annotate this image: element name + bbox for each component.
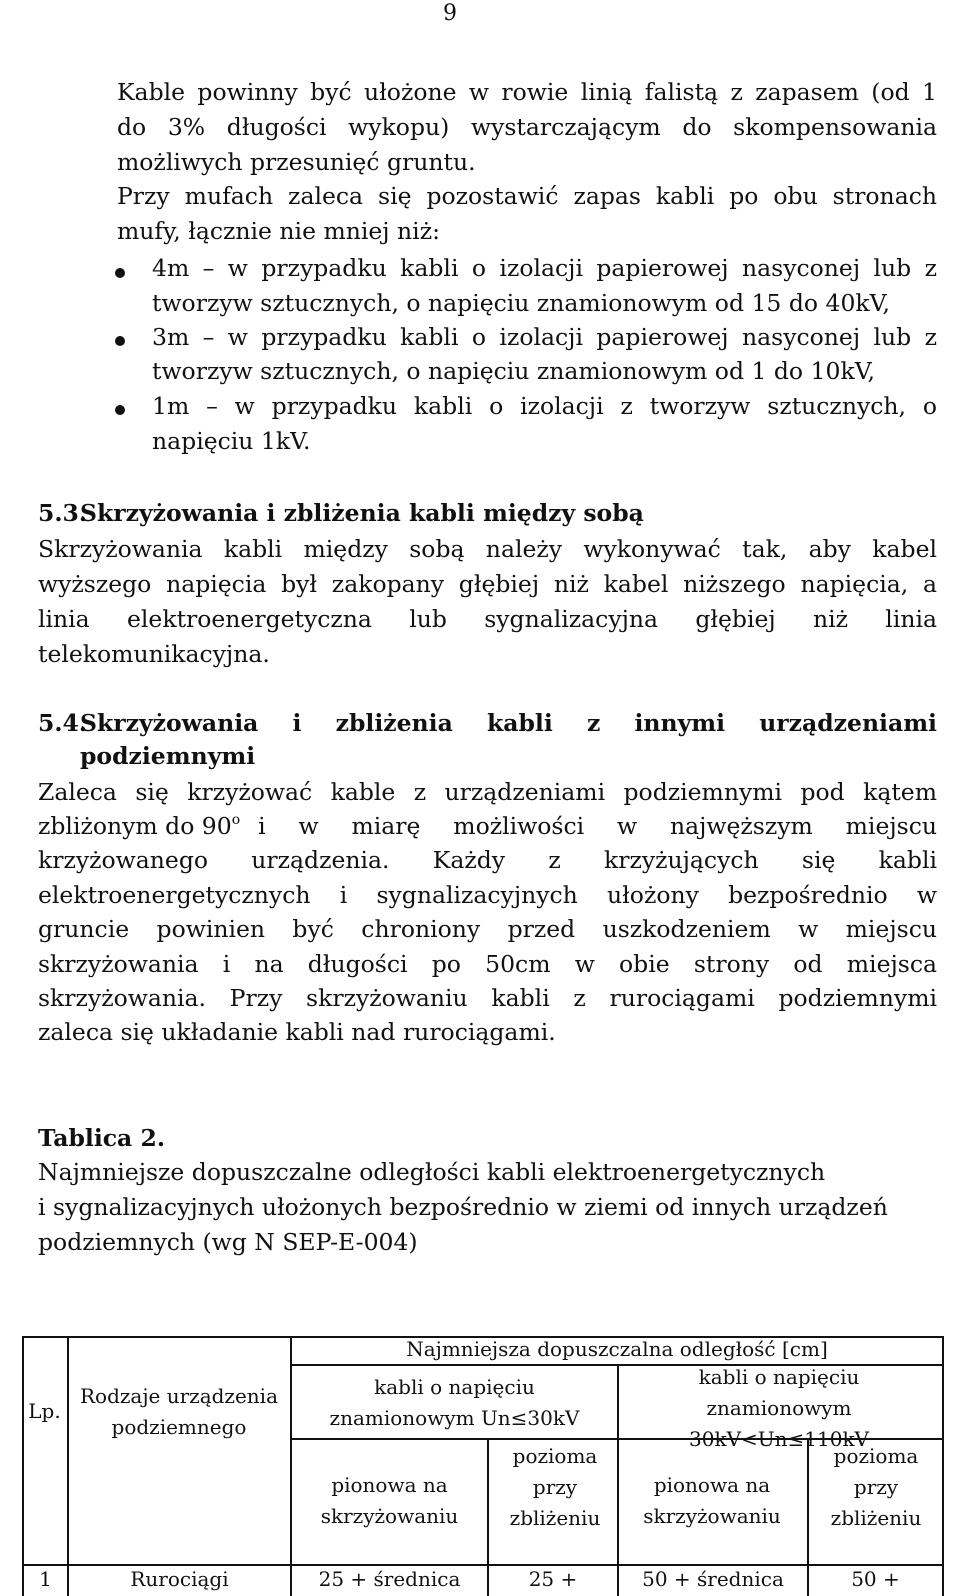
header-voltage-30kv: kabli o napięciu znamionowym Un≤30kV xyxy=(329,1375,580,1430)
header-horizontal-2: pozioma przy zbliżeniu xyxy=(830,1444,922,1530)
table-caption-label: Tablica 2. xyxy=(38,1124,166,1152)
bullet-dot xyxy=(115,405,125,415)
section-5-4-line-6: skrzyżowania i na długości po 50cm w obie strony od miejsca xyxy=(38,950,937,978)
section-5-3-line-1: Skrzyżowania kabli między sobą należy wykonywać tak, aby kabel xyxy=(38,535,937,563)
section-5-4-line-2 xyxy=(38,811,937,845)
table-rule xyxy=(67,1336,69,1596)
row-1-vertical-30kv: 25 + średnica xyxy=(318,1567,461,1591)
section-5-3-line-4: telekomunikacyjna. xyxy=(38,640,270,668)
header-horizontal-1: pozioma przy zbliżeniu xyxy=(509,1444,601,1530)
section-5-4-title-line-2: podziemnymi xyxy=(80,742,256,770)
distance-table xyxy=(22,1336,957,1596)
bullet-2-line-2: tworzyw sztucznych, o napięciu znamionowym od 1 do 10kV, xyxy=(152,357,876,385)
row-1-vertical-110kv: 50 + średnica xyxy=(642,1567,784,1591)
bullet-dot xyxy=(115,268,125,278)
table-caption-line-3: podziemnych (wg N SEP-E-004) xyxy=(38,1228,418,1256)
section-5-4-line-2-end: i w miarę możliwości w najwęższym miejscu xyxy=(258,812,937,840)
degree-superscript: o xyxy=(231,812,241,828)
header-device-type: Rodzaje urządzenia podziemnego xyxy=(79,1384,279,1439)
row-1-horizontal-30kv: 25 + xyxy=(528,1567,578,1591)
table-caption-line-2: i sygnalizacyjnych ułożonych bezpośrednio w ziemi od innych urządzeń xyxy=(38,1193,888,1221)
para2-line-2: mufy, łącznie nie mniej niż: xyxy=(117,217,440,245)
para1-line-1: Kable powinny być ułożone w rowie linią falistą z zapasem (od 1 xyxy=(117,78,937,106)
row-1-type: Rurociągi xyxy=(130,1567,229,1591)
table-rule xyxy=(22,1336,24,1596)
bullet-dot xyxy=(115,336,125,346)
section-5-4-line-2-start: zbliżonym do 90$^o$ xyxy=(38,812,241,840)
bullet-2-line-1: 3m – w przypadku kabli o izolacji papierowej nasyconej lub z xyxy=(152,323,937,351)
section-5-4-line-8: zaleca się układanie kabli nad rurociągami. xyxy=(38,1018,556,1046)
bullet-1-line-1: 4m – w przypadku kabli o izolacji papierowej nasyconej lub z xyxy=(152,254,937,282)
bullet-3-line-1: 1m – w przypadku kabli o izolacji z tworzyw sztucznych, o xyxy=(152,392,937,420)
row-1-lp: 1 xyxy=(39,1567,52,1591)
para1-line-2: do 3% długości wykopu) wystarczającym do skompensowania xyxy=(117,113,937,141)
header-vertical-1: pionowa na skrzyżowaniu xyxy=(320,1473,459,1528)
header-min-distance: Najmniejsza dopuszczalna odległość [cm] xyxy=(406,1337,828,1361)
bullet-1-line-2: tworzyw sztucznych, o napięciu znamionowym od 15 do 40kV, xyxy=(152,289,890,317)
row-1-horizontal-110kv: 50 + xyxy=(851,1567,900,1591)
table-rule xyxy=(617,1364,619,1596)
section-5-3-number: 5.3. xyxy=(38,499,88,527)
header-vertical-2: pionowa na skrzyżowaniu xyxy=(643,1473,781,1528)
section-5-4-line-4: elektroenergetycznych i sygnalizacyjnych ułożony bezpośrednio w xyxy=(38,881,937,909)
para1-line-3: możliwych przesunięć gruntu. xyxy=(117,148,476,176)
table-rule xyxy=(290,1336,292,1596)
section-5-3-line-3: linia elektroenergetyczna lub sygnalizacyjna głębiej niż linia xyxy=(38,605,937,633)
section-5-4-line-5: gruncie powinien być chroniony przed uszkodzeniem w miejscu xyxy=(38,915,937,943)
header-voltage-110kv: kabli o napięciu znamionowym 30kV<Un≤110kV xyxy=(689,1365,869,1451)
section-5-4-line-7: skrzyżowania. Przy skrzyżowaniu kabli z rurociągami podziemnymi xyxy=(38,984,937,1012)
section-5-3-line-2: wyższego napięcia był zakopany głębiej niż kabel niższego napięcia, a xyxy=(38,570,937,598)
para2-line-1: Przy mufach zaleca się pozostawić zapas kabli po obu stronach xyxy=(117,182,937,210)
section-5-4-number: 5.4. xyxy=(38,709,88,737)
header-lp: Lp. xyxy=(28,1399,61,1423)
table-rule xyxy=(942,1336,944,1596)
page-number: 9 xyxy=(443,1,457,26)
table-caption-line-1: Najmniejsze dopuszczalne odległości kabli elektroenergetycznych xyxy=(38,1158,826,1186)
section-5-3-title: Skrzyżowania i zbliżenia kabli między sobą xyxy=(80,499,644,527)
bullet-3-line-2: napięciu 1kV. xyxy=(152,427,311,455)
section-5-4-line-3: krzyżowanego urządzenia. Każdy z krzyżujących się kabli xyxy=(38,846,937,874)
section-5-4-line-1: Zaleca się krzyżować kable z urządzeniami podziemnymi pod kątem xyxy=(38,778,937,806)
section-5-4-title-line-1: Skrzyżowania i zbliżenia kabli z innymi urządzeniami xyxy=(80,709,937,737)
